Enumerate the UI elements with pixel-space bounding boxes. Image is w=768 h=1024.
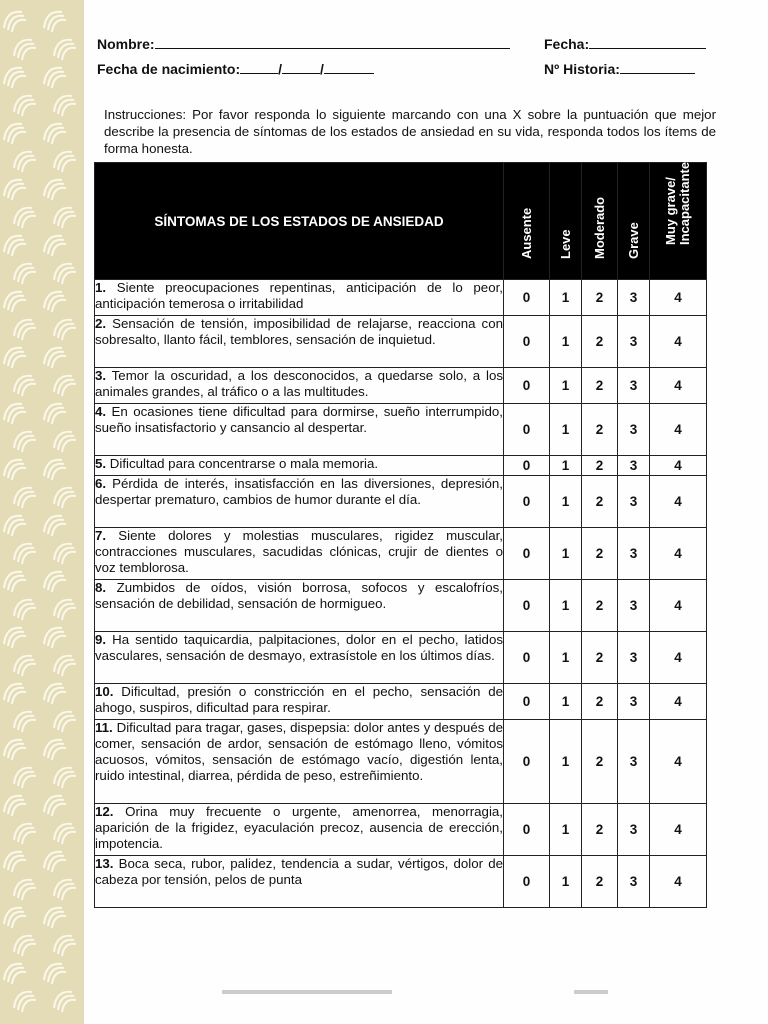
swirl-icon [54,936,76,956]
symptom-text: Siente dolores y molestias musculares, rigidez muscular, contracciones musculares, sacudidas clónicas, crujir de dientes o voz temblorosa. [95,528,503,575]
score-option[interactable]: 3 [618,456,650,476]
swirl-icon [54,40,76,60]
score-option[interactable]: 3 [618,632,650,684]
name-label: Nombre: [97,36,155,52]
score-option[interactable]: 1 [550,684,582,720]
swirl-icon [4,740,26,760]
swirl-icon [54,600,76,620]
level-label: Ausente [518,207,534,259]
swirl-icon [44,628,66,648]
score-option[interactable]: 0 [504,404,550,456]
item-number: 5. [95,456,107,471]
swirl-icon [14,824,36,844]
score-option[interactable]: 4 [650,856,707,908]
symptom-text: Sensación de tensión, imposibilidad de relajarse, reacciona con sobresalto, llanto fácil, temblores, sensación de inquietud. [95,316,503,347]
swirl-icon [4,292,26,312]
score-option[interactable]: 2 [582,280,618,316]
swirl-icon [44,908,66,928]
history-label: Nº Historia: [544,61,620,77]
level-header [650,163,707,280]
swirl-icon [4,572,26,592]
symptom-cell [95,528,504,580]
score-option[interactable]: 3 [618,804,650,856]
symptom-cell [95,476,504,528]
score-option[interactable]: 0 [504,476,550,528]
swirl-icon [44,348,66,368]
symptom-text: Zumbidos de oídos, visión borrosa, sofocos y escalofríos, sensación de debilidad, sensación de hormigueo. [95,580,503,611]
swirl-icon [54,656,76,676]
swirl-icon [44,796,66,816]
score-option[interactable]: 0 [504,280,550,316]
swirl-icon [44,236,66,256]
item-number: 12. [95,804,114,819]
score-option[interactable]: 4 [650,684,707,720]
swirl-icon [44,292,66,312]
footer-artifact [574,990,608,994]
score-option[interactable]: 0 [504,368,550,404]
score-option[interactable]: 4 [650,280,707,316]
birthdate-label: Fecha de nacimiento: [97,61,241,77]
table-row [95,404,707,456]
score-option[interactable]: 3 [618,684,650,720]
score-option[interactable]: 2 [582,368,618,404]
score-option[interactable]: 4 [650,404,707,456]
table-row [95,856,707,908]
table-title: SÍNTOMAS DE LOS ESTADOS DE ANSIEDAD [95,163,504,280]
swirl-icon [54,880,76,900]
swirl-pattern [0,0,84,1024]
swirl-icon [54,320,76,340]
score-option[interactable]: 4 [650,456,707,476]
date-field[interactable] [544,36,706,52]
table-row [95,368,707,404]
score-option[interactable]: 2 [582,528,618,580]
score-option[interactable]: 1 [550,280,582,316]
score-option[interactable]: 2 [582,456,618,476]
swirl-icon [14,768,36,788]
item-number: 11. [95,720,113,735]
score-option[interactable]: 3 [618,476,650,528]
table-row [95,580,707,632]
decorative-side-strip [0,0,84,1024]
birth-year-line[interactable] [324,61,374,74]
swirl-icon [14,488,36,508]
swirl-icon [4,516,26,536]
score-option[interactable]: 1 [550,580,582,632]
history-line[interactable] [620,61,695,74]
score-option[interactable]: 4 [650,632,707,684]
swirl-icon [4,908,26,928]
score-option[interactable]: 2 [582,720,618,804]
score-option[interactable]: 1 [550,632,582,684]
symptom-text: Siente preocupaciones repentinas, anticipación de lo peor, anticipación temerosa o irritabilidad [95,280,503,311]
score-option[interactable]: 0 [504,684,550,720]
swirl-icon [14,600,36,620]
score-option[interactable]: 1 [550,804,582,856]
item-number: 9. [95,632,107,647]
score-option[interactable]: 3 [618,316,650,368]
symptom-cell [95,684,504,720]
name-field[interactable] [97,36,510,52]
swirl-icon [44,964,66,984]
anxiety-symptoms-table [94,162,707,908]
swirl-icon [4,12,26,32]
score-option[interactable]: 3 [618,404,650,456]
swirl-icon [44,572,66,592]
birth-day-line[interactable] [240,61,278,74]
symptom-cell [95,856,504,908]
swirl-icon [14,712,36,732]
symptom-cell [95,404,504,456]
table-row [95,456,707,476]
symptom-cell [95,368,504,404]
symptom-text: Boca seca, rubor, palidez, tendencia a sudar, vértigos, dolor de cabeza por tensión, pelos de punta [95,856,503,887]
swirl-icon [44,460,66,480]
score-option[interactable]: 0 [504,632,550,684]
score-option[interactable]: 2 [582,404,618,456]
level-label-line [664,162,692,245]
date-line[interactable] [589,36,706,49]
table-header-row [95,163,707,280]
item-number: 6. [95,476,107,491]
score-option[interactable]: 2 [582,856,618,908]
swirl-icon [54,432,76,452]
score-option[interactable]: 4 [650,368,707,404]
table-row [95,684,707,720]
score-option[interactable]: 2 [582,804,618,856]
swirl-icon [4,964,26,984]
score-option[interactable]: 1 [550,720,582,804]
name-line[interactable] [155,36,510,49]
swirl-icon [14,96,36,116]
swirl-icon [44,684,66,704]
item-number: 2. [95,316,107,331]
table-row [95,528,707,580]
score-option[interactable]: 0 [504,456,550,476]
item-number: 10. [95,684,114,699]
symptom-cell [95,580,504,632]
score-option[interactable]: 3 [618,280,650,316]
score-option[interactable]: 2 [582,316,618,368]
level-label: Incapacitante [677,161,692,245]
date-label: Fecha: [544,36,590,52]
symptom-text: Dificultad para concentrarse o mala memoria. [109,456,379,471]
symptom-text: Dificultad para tragar, gases, dispepsia: dolor antes y después de comer, sensación de ardor, sensación de estómago lleno, vómitos acuosos, vómitos, sensación de estómago vacío, digestión lenta, ruido intestinal, diarrea, pérdida de peso, estreñimiento. [95,720,503,783]
symptom-text: Ha sentido taquicardia, palpitaciones, dolor en el pecho, latidos vasculares, sensación de desmayo, extrasístole en los últimos días. [95,632,503,663]
footer-artifact [222,990,392,994]
item-number: 3. [95,368,107,383]
score-option[interactable]: 2 [582,632,618,684]
instructions: Instrucciones: Por favor responda lo siguiente marcando con una X sobre la puntuación que mejor describe la presencia de síntomas de los estados de ansiedad en su vida, responda todos los ítems de forma honesta. [104,107,716,156]
level-header [504,163,550,280]
swirl-icon [54,768,76,788]
swirl-icon [4,124,26,144]
symptom-text: Dificultad, presión o constricción en el pecho, sensación de ahogo, suspiros, dificultad para respirar. [95,684,503,715]
score-option[interactable]: 0 [504,528,550,580]
swirl-icon [54,488,76,508]
swirl-icon [4,684,26,704]
swirl-icon [14,320,36,340]
table-row [95,476,707,528]
score-option[interactable]: 1 [550,368,582,404]
swirl-icon [44,404,66,424]
score-option[interactable]: 0 [504,580,550,632]
symptom-text: Pérdida de interés, insatisfacción en las diversiones, depresión, despertar prematuro, cambios de humor durante el día. [95,476,503,507]
swirl-icon [14,264,36,284]
score-option[interactable]: 0 [504,856,550,908]
table-row [95,720,707,804]
birth-separator: / [320,61,324,77]
swirl-icon [44,68,66,88]
swirl-icon [14,992,36,1012]
level-label: Grave [625,222,641,259]
symptom-cell [95,280,504,316]
item-number: 13. [95,856,114,871]
score-option[interactable]: 0 [504,316,550,368]
swirl-icon [4,348,26,368]
level-header [618,163,650,280]
swirl-icon [14,656,36,676]
birthdate-field[interactable] [97,61,374,77]
table-row [95,280,707,316]
swirl-icon [4,460,26,480]
swirl-icon [54,264,76,284]
swirl-icon [54,712,76,732]
score-option[interactable]: 2 [582,476,618,528]
score-option[interactable]: 4 [650,804,707,856]
score-option[interactable]: 3 [618,528,650,580]
score-option[interactable]: 0 [504,804,550,856]
history-field[interactable] [544,61,695,77]
score-option[interactable]: 2 [582,684,618,720]
table-row [95,804,707,856]
score-option[interactable]: 0 [504,720,550,804]
score-option[interactable]: 3 [618,368,650,404]
score-option[interactable]: 4 [650,720,707,804]
swirl-icon [44,852,66,872]
swirl-icon [4,236,26,256]
swirl-icon [54,152,76,172]
swirl-icon [14,208,36,228]
swirl-icon [54,544,76,564]
swirl-icon [54,376,76,396]
item-number: 1. [95,280,107,295]
swirl-icon [14,376,36,396]
swirl-icon [4,852,26,872]
birth-month-line[interactable] [282,61,320,74]
birth-separator: / [278,61,283,77]
score-option[interactable]: 1 [550,456,582,476]
item-number: 4. [95,404,107,419]
swirl-icon [14,40,36,60]
score-option[interactable]: 1 [550,528,582,580]
score-option[interactable]: 4 [650,476,707,528]
score-option[interactable]: 1 [550,856,582,908]
level-label: Leve [557,229,573,259]
level-header [550,163,582,280]
symptom-cell [95,720,504,804]
swirl-icon [4,796,26,816]
symptom-cell [95,632,504,684]
swirl-icon [54,208,76,228]
level-header [582,163,618,280]
swirl-icon [54,96,76,116]
item-number: 7. [95,528,107,543]
symptom-cell [95,804,504,856]
swirl-icon [44,124,66,144]
score-option[interactable]: 1 [550,316,582,368]
swirl-icon [54,824,76,844]
symptom-text: Orina muy frecuente o urgente, amenorrea, menorragia, aparición de la frigidez, eyaculación precoz, ausencia de erección, impotencia. [95,804,503,851]
swirl-icon [14,880,36,900]
score-option[interactable]: 2 [582,580,618,632]
symptom-text: En ocasiones tiene dificultad para dormirse, sueño interrumpido, sueño insatisfactorio y cansancio al despertar. [95,404,503,435]
swirl-icon [4,628,26,648]
score-option[interactable]: 3 [618,856,650,908]
swirl-icon [14,936,36,956]
symptom-cell [95,316,504,368]
swirl-icon [4,404,26,424]
score-option[interactable]: 3 [618,720,650,804]
table-row [95,316,707,368]
swirl-icon [14,152,36,172]
swirl-icon [44,12,66,32]
score-option[interactable]: 1 [550,476,582,528]
swirl-icon [44,516,66,536]
level-label: Muy grave/ [663,177,678,245]
symptom-cell [95,456,504,476]
table-row [95,632,707,684]
swirl-icon [14,432,36,452]
score-option[interactable]: 1 [550,404,582,456]
score-option[interactable]: 3 [618,580,650,632]
score-option[interactable]: 4 [650,580,707,632]
score-option[interactable]: 4 [650,528,707,580]
score-option[interactable]: 4 [650,316,707,368]
swirl-icon [44,180,66,200]
swirl-icon [14,544,36,564]
item-number: 8. [95,580,107,595]
symptom-text: Temor la oscuridad, a los desconocidos, a quedarse solo, a los animales grandes, al tráfico o a las multitudes. [95,368,503,399]
swirl-icon [4,180,26,200]
swirl-icon [44,740,66,760]
level-label: Moderado [591,196,607,259]
swirl-icon [4,68,26,88]
swirl-icon [54,992,76,1012]
